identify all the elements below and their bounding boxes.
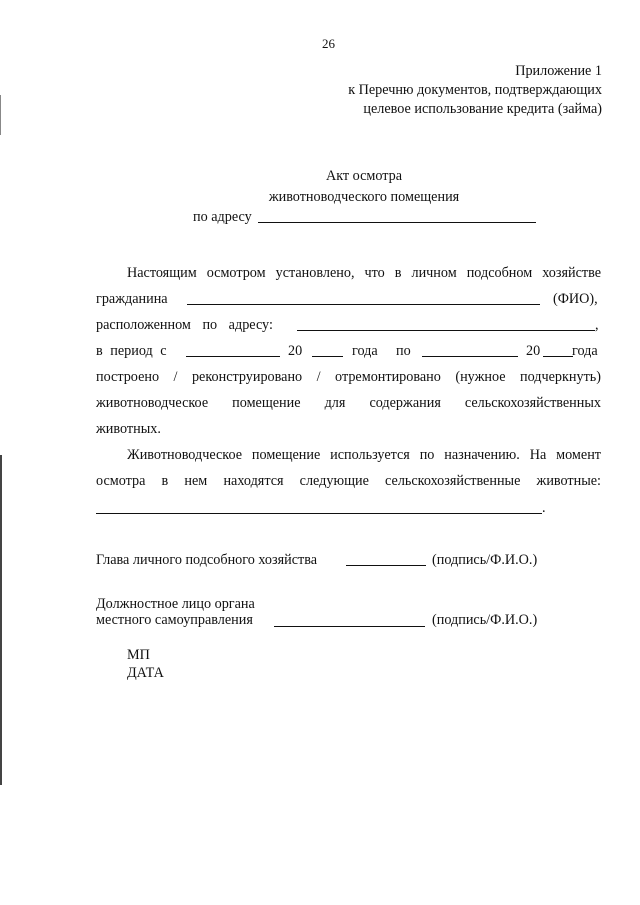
official-label: местного самоуправления [96,612,253,628]
year-word: года [352,343,378,359]
paragraph-line: животных. [96,421,161,437]
start-year-blank[interactable] [312,356,343,357]
title-line: Акт осмотра [325,168,403,184]
period-mark: . [542,500,546,516]
year-prefix: 20 [288,343,303,359]
year-prefix: 20 [526,343,541,359]
scan-edge-mark [0,455,2,785]
signature-hint: (подпись/Ф.И.О.) [432,552,538,568]
title-line: животноводческого помещения [268,189,460,205]
paragraph-line: Животноводческое помещение используется по назначению. На момент [127,447,601,463]
scan-edge-mark [0,95,1,135]
paragraph-line: Настоящим осмотром установлено, что в личном подсобном хозяйстве [127,265,601,281]
official-label: Должностное лицо органа [96,596,255,612]
date-label: ДАТА [127,665,164,681]
head-signature-blank[interactable] [346,565,426,566]
address-label: по адресу [193,209,252,225]
address-blank[interactable] [297,330,595,331]
appendix-line: к Перечню документов, подтверждающих [348,82,602,98]
address-blank[interactable] [258,222,536,223]
year-word: года [572,343,598,359]
period-label: в период с [96,343,167,359]
official-signature-blank[interactable] [274,626,425,627]
paragraph-line: построено / реконструировано / отремонтировано (нужное подчеркнуть) [96,369,601,385]
head-label: Глава личного подсобного хозяйства [96,552,318,568]
fio-blank[interactable] [187,304,540,305]
fio-hint: (ФИО), [553,291,598,307]
start-date-blank[interactable] [186,356,280,357]
to-word: по [396,343,411,359]
appendix-line: Приложение 1 [515,63,602,79]
citizen-label: гражданина [96,291,168,307]
stamp-label: МП [127,647,150,663]
appendix-line: целевое использование кредита (займа) [363,101,602,117]
paragraph-line: животноводческое помещение для содержания сельскохозяйственных [96,395,601,411]
animals-blank[interactable] [96,513,542,514]
address-label: расположенном по адресу: [96,317,273,333]
signature-hint: (подпись/Ф.И.О.) [432,612,538,628]
paragraph-line: осмотра в нем находятся следующие сельскохозяйственные животные: [96,473,601,489]
comma: , [595,317,599,333]
page-number: 26 [322,36,335,51]
end-date-blank[interactable] [422,356,518,357]
end-year-blank[interactable] [543,356,573,357]
